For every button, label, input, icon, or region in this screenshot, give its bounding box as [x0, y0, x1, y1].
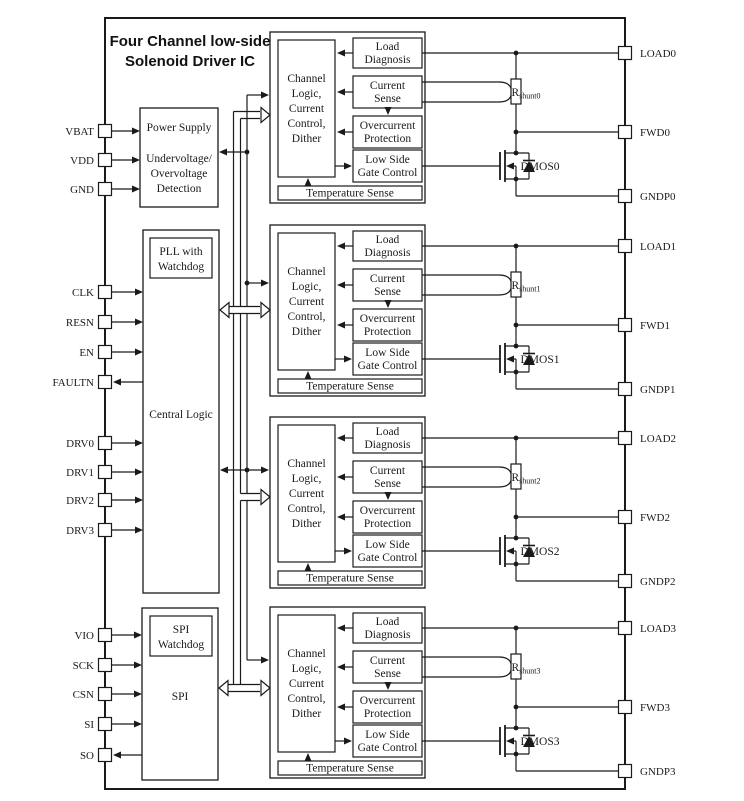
- channel-1-load-diagnosis-label: Load: [375, 234, 400, 246]
- pin-label-load0: LOAD0: [640, 48, 677, 60]
- channel-2-gate-control-label: Gate Control: [357, 552, 418, 564]
- channel-0-gate-control-label: Low Side: [365, 154, 410, 166]
- channel-1-tap-dot: [245, 281, 250, 286]
- channel-1-overcurrent-label: Overcurrent: [359, 313, 416, 325]
- channel-3-dot: [514, 726, 519, 731]
- pll-watchdog-label-2: Watchdog: [157, 261, 205, 273]
- pin-square-drv2: [99, 494, 112, 507]
- channel-3-dmos-label: DMOS3: [520, 736, 560, 748]
- channel-0-overcurrent-label: Protection: [363, 133, 412, 145]
- pin-square-vio: [99, 629, 112, 642]
- pin-square-gndp0: [619, 190, 632, 203]
- pin-square-en: [99, 346, 112, 359]
- channel-1-load-diagnosis-label: Diagnosis: [364, 247, 411, 259]
- channel-3-logic-label: Control,: [287, 693, 326, 705]
- channel-2-current-sense-label: Current: [369, 465, 406, 477]
- channel-3-dot: [514, 705, 519, 710]
- channel-1-dot: [514, 244, 519, 249]
- channel-0-current-sense-label: Current: [369, 80, 406, 92]
- pin-label-resn: RESN: [65, 317, 94, 329]
- pin-label-load2: LOAD2: [640, 433, 677, 445]
- channel-2-load-diagnosis-label: Diagnosis: [364, 439, 411, 451]
- channel-1-logic-label: Logic,: [291, 281, 322, 293]
- channel-0-dot: [514, 177, 519, 182]
- channel-1-current-sense-label: Current: [369, 273, 406, 285]
- channel-2-logic-label: Logic,: [291, 473, 322, 485]
- channel-3-dot: [514, 626, 519, 631]
- channel-3-gate-control-label: Low Side: [365, 729, 410, 741]
- channel-2-dot: [514, 536, 519, 541]
- pin-square-load0: [619, 47, 632, 60]
- power-supply-label-3: Overvoltage: [150, 168, 208, 180]
- pin-square-load2: [619, 432, 632, 445]
- diagram-title-line1: Four Channel low-side: [109, 33, 271, 50]
- pin-label-fwd0: FWD0: [640, 127, 670, 139]
- pin-label-drv3: DRV3: [66, 525, 94, 537]
- channel-1-logic-label: Channel: [287, 266, 326, 278]
- diagram-title-line2: Solenoid Driver IC: [124, 53, 256, 70]
- pin-label-drv0: DRV0: [66, 438, 94, 450]
- pin-square-fwd0: [619, 126, 632, 139]
- pin-square-fwd2: [619, 511, 632, 524]
- channel-2-logic-label: Current: [288, 488, 325, 500]
- pin-square-resn: [99, 316, 112, 329]
- channel-3-load-diagnosis-label: Diagnosis: [364, 629, 411, 641]
- channel-3-temperature-sense-label: Temperature Sense: [306, 762, 394, 775]
- pin-label-gndp1: GNDP1: [640, 384, 676, 396]
- channel-0-logic-label: Channel: [287, 73, 326, 85]
- spi-label: SPI: [171, 691, 189, 703]
- pin-label-sck: SCK: [72, 660, 94, 672]
- pin-square-gndp2: [619, 575, 632, 588]
- channel-1-logic-label: Dither: [291, 326, 322, 338]
- power-supply-label: Power Supply: [146, 122, 212, 134]
- channel-2-dot: [514, 562, 519, 567]
- pin-label-drv2: DRV2: [66, 495, 94, 507]
- channel-3-current-sense-label: Sense: [374, 668, 401, 680]
- channel-2-gate-control-label: Low Side: [365, 539, 410, 551]
- pin-square-so: [99, 749, 112, 762]
- pin-label-so: SO: [79, 750, 94, 762]
- pin-square-clk: [99, 286, 112, 299]
- channel-1-current-sense-label: Sense: [374, 286, 401, 298]
- channel-1-dot: [514, 370, 519, 375]
- channel-2-shunt-label: $R_{shunt2}$: [511, 472, 541, 486]
- channel-2-logic-label: Control,: [287, 503, 326, 515]
- pin-square-sck: [99, 659, 112, 672]
- channel-1-overcurrent-label: Protection: [363, 326, 412, 338]
- channel-1-logic-label: Control,: [287, 311, 326, 323]
- pin-label-vbat: VBAT: [65, 126, 94, 138]
- channel-1-dot: [514, 323, 519, 328]
- pin-label-fwd1: FWD1: [640, 320, 670, 332]
- pin-label-csn: CSN: [72, 689, 94, 701]
- channel-3-gate-control-label: Gate Control: [357, 742, 418, 754]
- channel-3-shunt-label: $R_{shunt3}$: [511, 662, 541, 676]
- channel-0-dot: [514, 151, 519, 156]
- pin-square-gnd: [99, 183, 112, 196]
- pin-label-load1: LOAD1: [640, 241, 677, 253]
- channel-2-dot: [514, 436, 519, 441]
- channel-3-logic-label: Channel: [287, 648, 326, 660]
- channel-0-current-sense-label: Sense: [374, 93, 401, 105]
- pin-label-drv1: DRV1: [66, 467, 94, 479]
- pin-square-gndp3: [619, 765, 632, 778]
- pin-square-fwd3: [619, 701, 632, 714]
- pin-label-gnd: GND: [70, 184, 94, 196]
- channel-1-dot: [514, 344, 519, 349]
- channel-0-gate-control-label: Gate Control: [357, 167, 418, 179]
- channel-0-load-diagnosis-label: Diagnosis: [364, 54, 411, 66]
- junction-dot: [245, 468, 250, 473]
- channel-2-logic-label: Channel: [287, 458, 326, 470]
- channel-0-logic-label: Logic,: [291, 88, 322, 100]
- pin-label-si: SI: [84, 719, 94, 731]
- channel-0-load-diagnosis-label: Load: [375, 41, 400, 53]
- pin-label-vdd: VDD: [70, 155, 94, 167]
- spi-watchdog-label-2: Watchdog: [157, 639, 205, 651]
- channel-1-gate-control-label: Low Side: [365, 347, 410, 359]
- pin-label-gndp3: GNDP3: [640, 766, 676, 778]
- channel-0-shunt-label: $R_{shunt0}$: [511, 87, 541, 101]
- channel-0-logic-label: Current: [288, 103, 325, 115]
- pin-square-load3: [619, 622, 632, 635]
- channel-0-logic-label: Dither: [291, 133, 322, 145]
- channel-1-dmos-label: DMOS1: [520, 354, 560, 366]
- central-logic-label: Central Logic: [149, 409, 213, 421]
- channel-2-temperature-sense-label: Temperature Sense: [306, 572, 394, 585]
- channel-0-logic-label: Control,: [287, 118, 326, 130]
- channel-2-dmos-label: DMOS2: [520, 546, 560, 558]
- pll-watchdog-label-1: PLL with: [159, 246, 203, 258]
- power-supply-label-4: Detection: [156, 183, 202, 195]
- channel-1-temperature-sense-label: Temperature Sense: [306, 380, 394, 393]
- channel-2-overcurrent-label: Protection: [363, 518, 412, 530]
- channel-3-logic-label: Dither: [291, 708, 322, 720]
- channel-3-overcurrent-label: Protection: [363, 708, 412, 720]
- channel-2-load-diagnosis-label: Load: [375, 426, 400, 438]
- pin-square-si: [99, 718, 112, 731]
- channel-2-current-sense-label: Sense: [374, 478, 401, 490]
- channel-0-dot: [514, 51, 519, 56]
- pin-square-vdd: [99, 154, 112, 167]
- spi-watchdog-label-1: SPI: [172, 624, 190, 636]
- pin-square-gndp1: [619, 383, 632, 396]
- pin-square-drv1: [99, 466, 112, 479]
- pin-label-load3: LOAD3: [640, 623, 677, 635]
- pin-label-clk: CLK: [72, 287, 94, 299]
- power-supply-label-2: Undervoltage/: [146, 153, 212, 165]
- pin-label-faultn: FAULTN: [52, 377, 94, 389]
- channel-2-logic-label: Dither: [291, 518, 322, 530]
- channel-0-temperature-sense-label: Temperature Sense: [306, 187, 394, 200]
- junction-dot: [245, 150, 250, 155]
- channel-3-logic-label: Logic,: [291, 663, 322, 675]
- channel-3-overcurrent-label: Overcurrent: [359, 695, 416, 707]
- pin-label-en: EN: [79, 347, 94, 359]
- pin-square-faultn: [99, 376, 112, 389]
- pin-label-gndp0: GNDP0: [640, 191, 676, 203]
- channel-3-load-diagnosis-label: Load: [375, 616, 400, 628]
- channel-0-dot: [514, 130, 519, 135]
- channel-2-dot: [514, 515, 519, 520]
- pin-label-vio: VIO: [74, 630, 94, 642]
- channel-1-logic-label: Current: [288, 296, 325, 308]
- channel-0-dmos-label: DMOS0: [520, 161, 560, 173]
- channel-3-current-sense-label: Current: [369, 655, 406, 667]
- pin-label-fwd3: FWD3: [640, 702, 670, 714]
- pin-square-drv0: [99, 437, 112, 450]
- channel-3-logic-label: Current: [288, 678, 325, 690]
- pin-label-fwd2: FWD2: [640, 512, 670, 524]
- channel-0-overcurrent-label: Overcurrent: [359, 120, 416, 132]
- channel-2-overcurrent-label: Overcurrent: [359, 505, 416, 517]
- channel-1-gate-control-label: Gate Control: [357, 360, 418, 372]
- pin-square-csn: [99, 688, 112, 701]
- pin-square-fwd1: [619, 319, 632, 332]
- pin-square-vbat: [99, 125, 112, 138]
- pin-square-drv3: [99, 524, 112, 537]
- pin-square-load1: [619, 240, 632, 253]
- channel-3-dot: [514, 752, 519, 757]
- pin-label-gndp2: GNDP2: [640, 576, 676, 588]
- channel-1-shunt-label: $R_{shunt1}$: [511, 280, 541, 294]
